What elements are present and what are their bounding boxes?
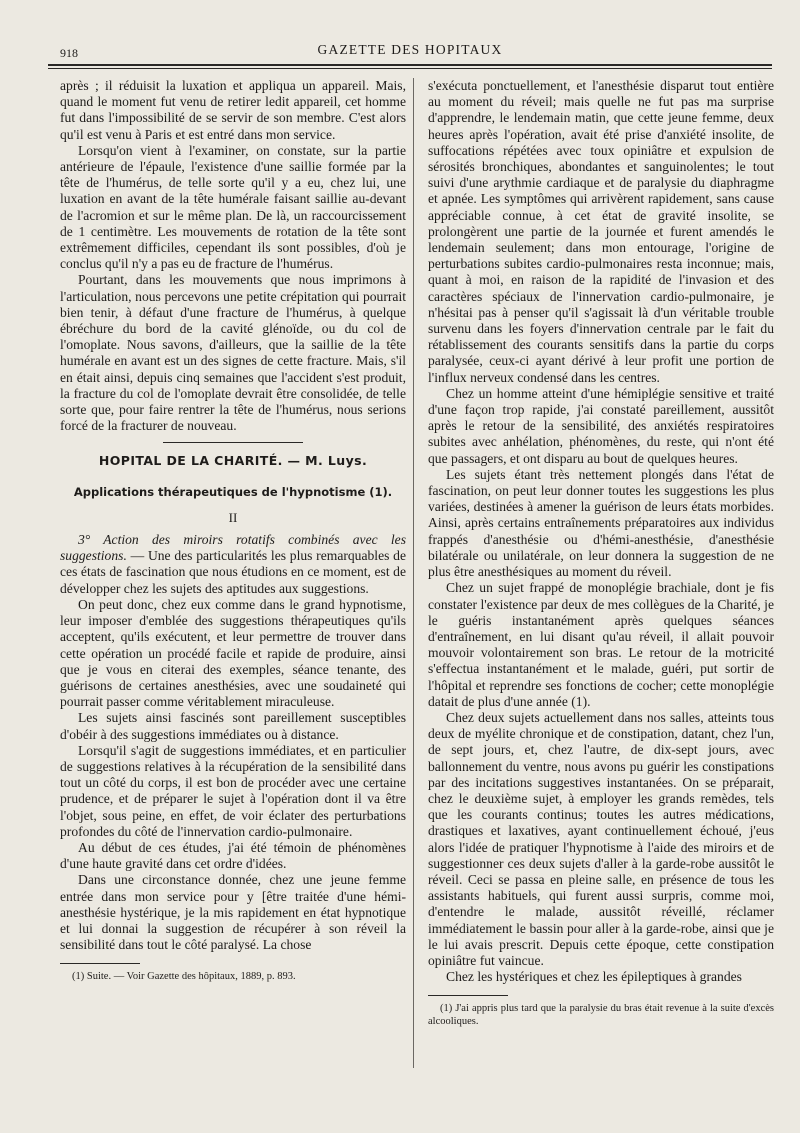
paragraph: Les sujets ainsi fascinés sont pareillement susceptibles d'obéir à des suggestions immédiates ou à distance. — [60, 710, 406, 742]
paragraph: Les sujets étant très nettement plongés dans l'état de fascination, on peut leur donner toutes les suggestions les plus variées, destinées à amener la guérison de leurs états morbides. Ainsi, après certains entraînements préparatoires aux individus frappés d'anesthésie ou d'hémi-anesthésie, d'anesthésie bilatérale ou unilatérale, on leur donnera la suggestion de ne plus être anesthésiques au moment du réveil. — [428, 466, 774, 580]
page-number: 918 — [60, 46, 78, 60]
section-separator — [163, 442, 303, 443]
paragraph: On peut donc, chez eux comme dans le grand hypnotisme, leur imposer d'emblée des suggestions thérapeutiques qu'ils acceptent, qu'ils exécutent, et leur permettre de trouver dans cette opération un procédé facile et rapide de produire, ainsi que je vous en citerai des exemples, séance tenante, des guérisons de certaines anesthésies, avec une soudaineté qui pourrait passer comme véritablement miraculeuse. — [60, 596, 406, 710]
paragraph: Chez les hystériques et chez les épileptiques à grandes — [446, 969, 742, 985]
footnote: (1) J'ai appris plus tard que la paralysie du bras était revenue à la suite d'excès alcooliques. — [428, 1003, 774, 1028]
header-rule-thin — [48, 68, 772, 69]
column-divider — [413, 78, 414, 1068]
page-header — [48, 34, 772, 60]
section-title: HOPITAL DE LA CHARITÉ. — M. Luys. — [98, 453, 368, 469]
paragraph: Lorsqu'il s'agit de suggestions immédiates, et en particulier de suggestions relatives à la récupération de la sensibilité dans tout un côté du corps, il est bon de procéder avec une certaine prudence, et de préparer le sujet à l'opération dont il va être l'objet, sous peine, en effet, de voir éclater des perturbations profondes du côté de l'innervation cardio-pulmonaire. — [60, 742, 406, 839]
paragraph-lead — [60, 532, 406, 597]
paragraph: Chez un homme atteint d'une hémiplégie sensitive et traité d'une façon trop rapide, j'ai constaté pareillement, aussitôt après le retour de la sensibilité, des anxiétés respiratoires subites avec anhélation, phénomènes, du reste, qui n'ont été que passagers, et ont disparu au bout de quelques heures. — [428, 385, 774, 466]
paragraph: après ; il réduisit la luxation et appliqua un appareil. Mais, quand le moment fut venu de retirer ledit appareil, cet homme fut dans l'impossibilité de se servir de son membre. C'est alors qu'il est venu à Paris et est entré dans mon service. — [60, 78, 406, 142]
paragraph: Au début de ces études, j'ai été témoin de phénomènes d'une haute gravité dans cet ordre d'idées. — [60, 839, 406, 872]
footnote-rule — [428, 995, 508, 996]
right-column — [428, 78, 774, 1028]
paragraph: Chez deux sujets actuellement dans nos salles, atteints tous deux de myélite chronique et de constipation, datant, chez l'un, de sept jours, et, chez l'autre, de dix-sept jours, avec ballonnement du ventre, nous avons pu guérir les constipations par des incitations suggestives instantanées. On se préparait, chez le deuxième sujet, à employer les grands remèdes, tels que les courants continus; toutes les autres médications, drastiques et laxatives, ayant continuellement échoué, j'eus alors l'idée de pratiquer l'hypnotisme à l'aide des miroirs et de suggestionner ces deux sujets d'aller à la garde-robe aussitôt le réveil. Ceci se passa en pleine salle, en présence de tous les assistants habituels, qui furent aussi surpris, comme moi, d'entendre le malade, aussitôt réveillé, réclamer immédiatement le bassin pour aller à la garde-robe, ainsi que je le lui avais prescrit. Depuis cette époque, cette constipation opiniâtre fut vaincue. — [428, 709, 774, 968]
newspaper-page — [48, 34, 772, 1109]
paragraph: Pourtant, dans les mouvements que nous imprimons à l'articulation, nous percevons une petite crépitation qui pourrait bien tenir, à défaut d'une fracture de l'humérus, à quelque ébréchure du bord de la cavité glénoïde, ou du col de l'omoplate. Nous savons, d'ailleurs, que la saillie de la tête humérale en avant est un des signes de cette fracture. Mais, s'il en était ainsi, depuis cinq semaines que l'accident s'est produit, la fracture du col de l'omoplate devrait être consolidée, de telle sorte que, pour faire rentrer la tête de l'humérus, nous serions forcé de la fracturer de nouveau. — [60, 272, 406, 434]
paragraph: Lorsqu'on vient à l'examiner, on constate, sur la partie antérieure de l'épaule, l'existence d'une saillie formée par la tête de l'humérus, de telle sorte qu'il y a eu, chez lui, une luxation en avant de la tête humérale faisant saillie au-devant de l'acromion et sur le même plan. De là, un raccourcissement de 1 centimètre. Les mouvements de rotation de la tête sont extrêmement difficiles, cependant ils sont possibles, d'où je conclus qu'il n'y a pas eu de fracture de l'humérus. — [60, 142, 406, 272]
part-number: II — [228, 509, 238, 525]
columns — [48, 78, 772, 1108]
left-column — [60, 78, 406, 983]
paragraph: Chez un sujet frappé de monoplégie brachiale, dont je fis constater l'existence par deux de mes collègues de la Charité, je le guéris instantanément après quelques séances d'entraînement, en lui disant qu'au réveil, il allait pouvoir mouvoir volontairement son bras. Le retour de la motricité s'effectua instantanément et le malade, guéri, put sortir de l'hôpital et reprendre ses fonctions de cocher; cette monoplégie datait de plus d'une année (1). — [428, 580, 774, 709]
footnote: (1) Suite. — Voir Gazette des hôpitaux, 1889, p. 893. — [72, 971, 296, 983]
running-title: GAZETTE DES HOPITAUX — [317, 42, 503, 57]
section-subtitle: Applications thérapeutiques de l'hypnotisme (1). — [73, 484, 393, 499]
footnote-rule — [60, 963, 140, 964]
header-rule — [48, 64, 772, 66]
lead-rest: — Une des particularités les plus remarquables de ces états de fascination que nous étudions en ce moment, est de développer chez les sujets des aptitudes aux suggestions. — [60, 548, 406, 596]
paragraph: s'exécuta ponctuellement, et l'anesthésie disparut tout entière au moment du réveil; mais quelle ne fut pas ma surprise d'apprendre, le lendemain matin, que cette jeune femme, deux heures après l'opération, avait été prise d'anxiété insolite, de suffocations répétées avec toux opiniâtre et expulsion de sérosités bronchiques, abondantes et sanguinolentes; le tout suivi d'une arythmie cardiaque et de paralysie du diaphragme et apnée. Les symptômes qui arrivèrent rapidement, sans cause appréciable connue, à cet état de gravité insolite, se prolongèrent une partie de la journée et furent amendés le lendemain seulement; dans mon entourage, l'origine de perturbations subites cardio-pulmonaires resta inconnue; mais, quant à moi, en raison de la rapidité de l'invasion et des caractères spéciaux de l'innervation cardio-pulmonaire, je n'hésitai pas à penser qu'il s'agissait là d'un véritable trouble survenu dans les foyers d'innervation centrale par le fait du rétablissement des courants sensitifs dans la partie du corps paralysée, ceux-ci ayant dérivé à leur profit une portion de l'influx nerveux condensé dans les centres. — [428, 78, 774, 385]
lead-in: 3° Action des miroirs rotatifs combinés avec les suggestions. — [60, 532, 406, 564]
paragraph: Dans une circonstance donnée, chez une jeune femme entrée dans mon service pour y [être traitée d'une hémi-anesthésie hystérique, je la mis rapidement en état hypnotique et lui donnai la suggestion de récupérer à son réveil la sensibilité dans tout le côté paralysé. La chose — [60, 872, 406, 953]
